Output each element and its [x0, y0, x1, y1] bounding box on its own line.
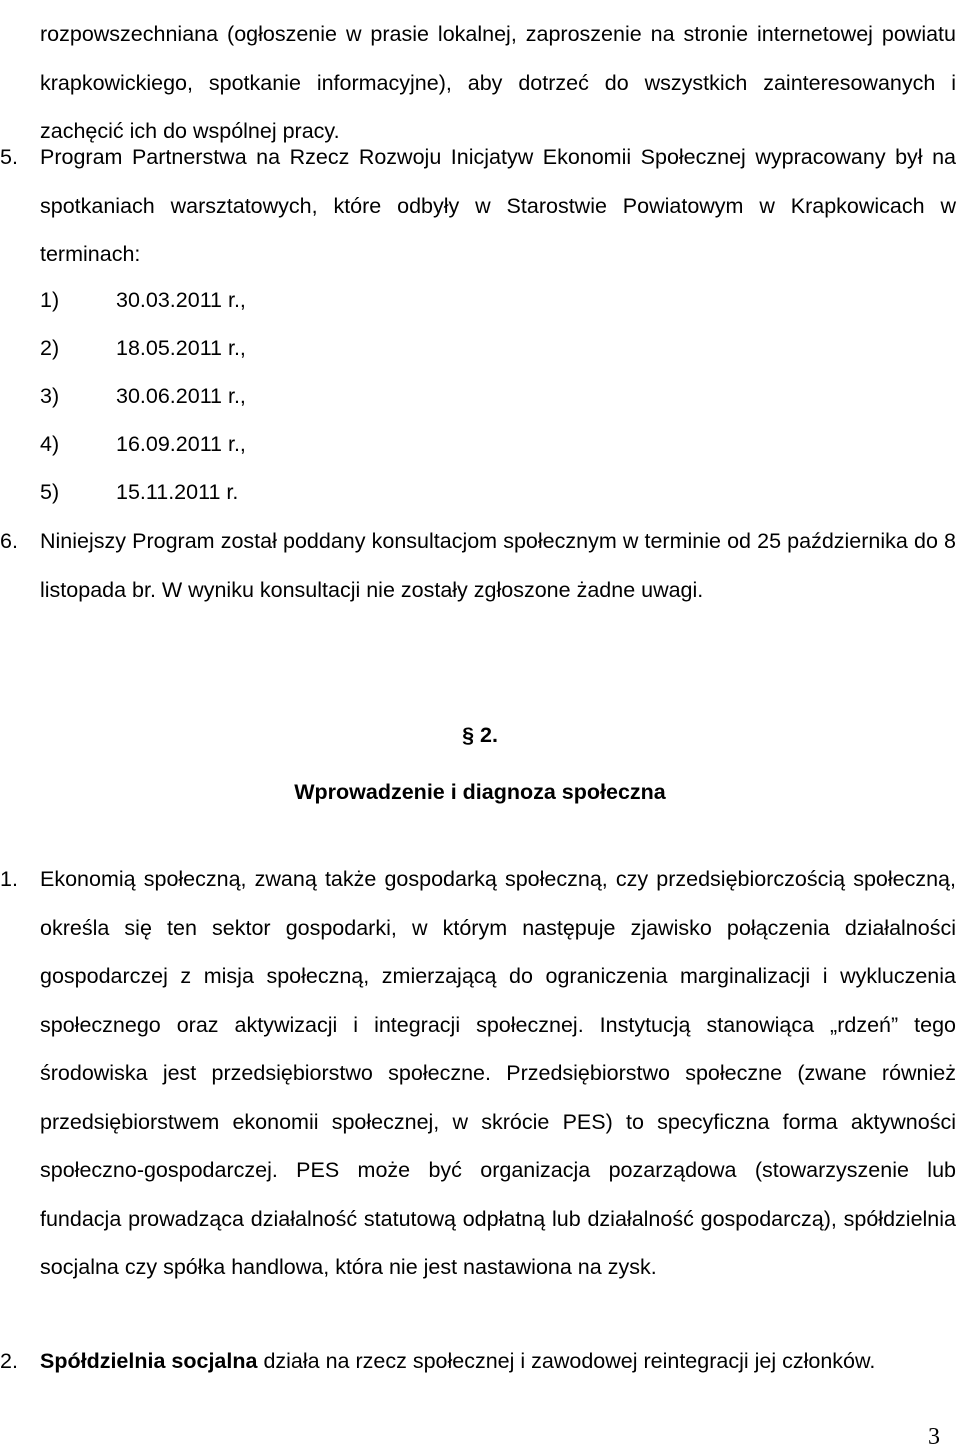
date-list-number: 1) — [40, 288, 60, 312]
date-list-value: 15.11.2011 r. — [116, 480, 239, 504]
date-list-number: 3) — [40, 384, 60, 408]
paragraph-text: Program Partnerstwa na Rzecz Rozwoju Inicjatyw Ekonomii Społecznej wypracowany był na spotkaniach warsztatowych, które odbyły w Starostwie Powiatowym w Krapkowicach w terminach: — [40, 145, 956, 266]
paragraph-text: rozpowszechniana (ogłoszenie w prasie lokalnej, zaproszenie na stronie internetowej powiatu krapkowickiego, spotkanie informacyjne), aby dotrzeć do wszystkich zainteresowanych i zachęcić ich do wspólnej pracy. — [40, 22, 956, 143]
item-5-number: 5. — [0, 145, 18, 169]
item-5-text — [40, 133, 956, 279]
item-6-number: 6. — [0, 529, 18, 553]
date-list-value: 30.06.2011 r., — [116, 384, 246, 408]
paragraph-text: Ekonomią społeczną, zwaną także gospodarką społeczną, czy przedsiębiorczością społeczną, określa się ten sektor gospodarki, w którym następuje zjawisko połączenia działalności gospodarczej z misja społeczną, zmierzającą do ograniczenia marginalizacji i wykluczenia społecznego oraz aktywizacji i integracji społecznej. Instytucją stanowiąca „rdzeń” tego środowiska jest przedsiębiorstwo społeczne. Przedsiębiorstwo społeczne (zwane również przedsiębiorstwem ekonomii społecznej, w skrócie PES) to specyficzna forma aktywności społeczno-gospodarczej. PES może być organizacja pozarządowa (stowarzyszenie lub fundacja prowadząca działalność statutową odpłatną lub działalność gospodarczą), spółdzielnia socjalna czy spółka handlowa, która nie jest nastawiona na zysk. — [40, 867, 956, 1279]
date-list-number: 5) — [40, 480, 60, 504]
section-number: § 2. — [462, 723, 498, 747]
date-list-value: 18.05.2011 r., — [116, 336, 246, 360]
section-title: Wprowadzenie i diagnoza społeczna — [294, 780, 666, 804]
para-1-text — [40, 855, 956, 1292]
para-2-number: 2. — [0, 1349, 18, 1373]
bold-term: Spółdzielnia socjalna — [40, 1349, 258, 1373]
para-1-number: 1. — [0, 867, 18, 891]
page-number: 3 — [928, 1424, 940, 1450]
date-list-value: 16.09.2011 r., — [116, 432, 246, 456]
item-6-text — [40, 517, 956, 614]
date-list-number: 4) — [40, 432, 60, 456]
para-2-text — [40, 1337, 956, 1386]
paragraph-text: działa na rzecz społecznej i zawodowej reintegracji jej członków. — [263, 1349, 876, 1373]
paragraph-text: Niniejszy Program został poddany konsultacjom społecznym w terminie od 25 października do 8 listopada br. W wyniku konsultacji nie zostały zgłoszone żadne uwagi. — [40, 529, 956, 602]
date-list-number: 2) — [40, 336, 60, 360]
date-list-value: 30.03.2011 r., — [116, 288, 246, 312]
